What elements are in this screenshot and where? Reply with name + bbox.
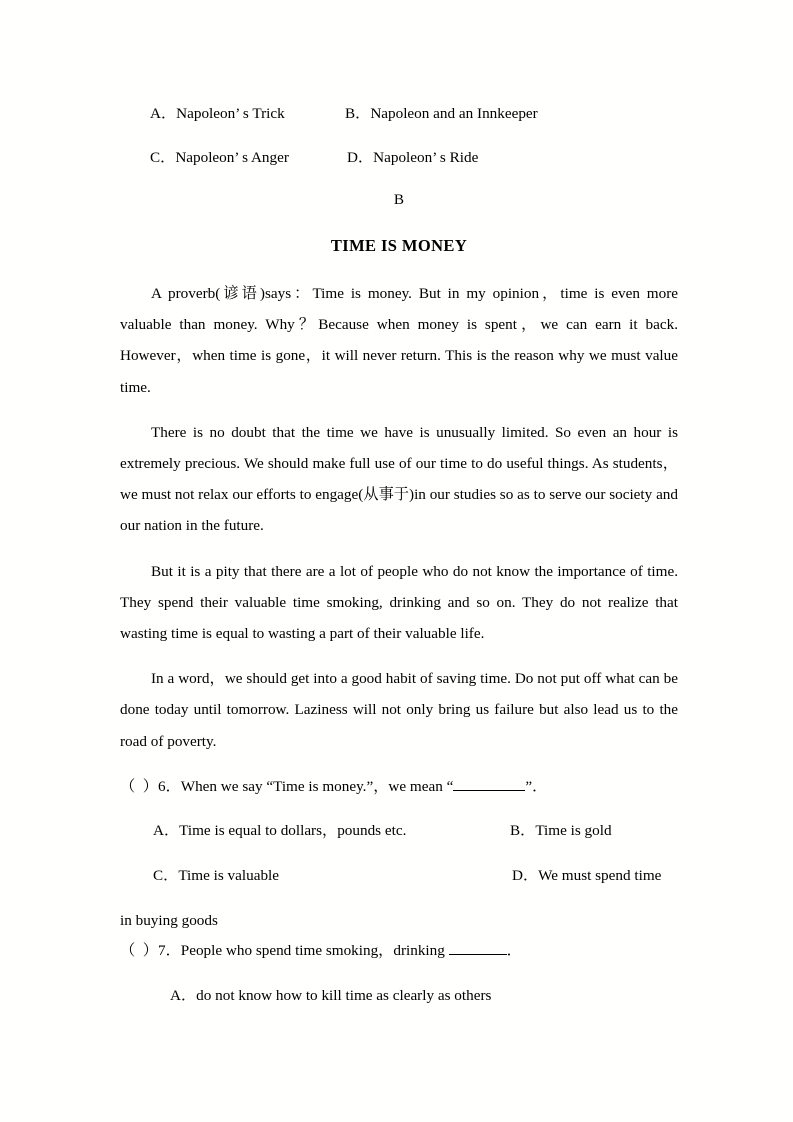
question-7 (120, 935, 678, 1011)
question-6-stem (120, 771, 678, 802)
question-7-number: 7． (157, 942, 181, 959)
question-6-options-row-cd (120, 860, 678, 891)
previous-option-b[interactable]: B．Napoleon and an Innkeeper (345, 105, 538, 122)
question-6-stem-text: When we say “Time is money.”，we mean “ (180, 778, 454, 795)
question-6-answer-box[interactable]: （ ） (120, 778, 158, 795)
question-6-options-row-ab (120, 815, 678, 860)
question-7-answer-box[interactable]: （ ） (120, 942, 158, 959)
passage-paragraph-1: A proverb(谚语)says：Time is money. But in my opinion，time is even more valuable than money. Why？Because when money is spent，we can earn it back. However，when time is gone，it will never return. This is the reason why we must value time. (120, 285, 678, 396)
question-6-option-b[interactable]: B．Time is gold (510, 822, 612, 840)
previous-option-d[interactable]: D．Napoleon’ s Ride (347, 149, 479, 166)
passage-paragraph-3: But it is a pity that there are a lot of people who do not know the importance of time. They spend their valuable time smoking, drinking and so on. They do not realize that wasting time is equal to wasting a part of their valuable life. (120, 562, 678, 643)
question-6-stem-tail: ”． (525, 778, 548, 795)
passage-paragraph-2: There is no doubt that the time we have is unusually limited. So even an hour is extremely precious. We should make full use of our time to do useful things. As students，we must not relax our efforts to engage(从事于)in our studies so as to serve our society and our nation in the future. (120, 423, 678, 535)
question-7-option-a[interactable]: A．do not know how to kill time as clearly as others (170, 987, 492, 1005)
passage-body (120, 278, 678, 757)
passage-paragraph-4: In a word，we should get into a good habit of saving time. Do not put off what can be done today until tomorrow. Laziness will not only bring us failure but also lead us to the road of poverty. (120, 670, 678, 750)
previous-option-c[interactable]: C．Napoleon’ s Anger (150, 149, 289, 166)
question-6-option-d-continuation[interactable]: in buying goods (120, 912, 218, 930)
question-6-option-a[interactable]: A．Time is equal to dollars，pounds etc. (153, 822, 407, 840)
question-7-stem-tail: ． (506, 942, 522, 959)
question-7-stem (120, 935, 678, 966)
question-6 (120, 771, 678, 936)
previous-options-row-cd (120, 146, 678, 190)
passage-title: TIME IS MONEY (330, 236, 468, 255)
section-letter: B (393, 191, 405, 208)
question-7-stem-text: People who spend time smoking，drinking (180, 942, 449, 959)
question-6-option-c[interactable]: C．Time is valuable (153, 867, 280, 885)
question-6-option-d[interactable]: D．We must spend time (512, 867, 662, 885)
question-7-blank[interactable] (449, 954, 507, 955)
previous-options-row-ab (120, 102, 678, 146)
previous-option-a[interactable]: A．Napoleon’ s Trick (150, 105, 285, 122)
question-6-blank[interactable] (453, 790, 525, 791)
question-6-number: 6． (157, 778, 181, 795)
previous-question-options (120, 102, 678, 190)
